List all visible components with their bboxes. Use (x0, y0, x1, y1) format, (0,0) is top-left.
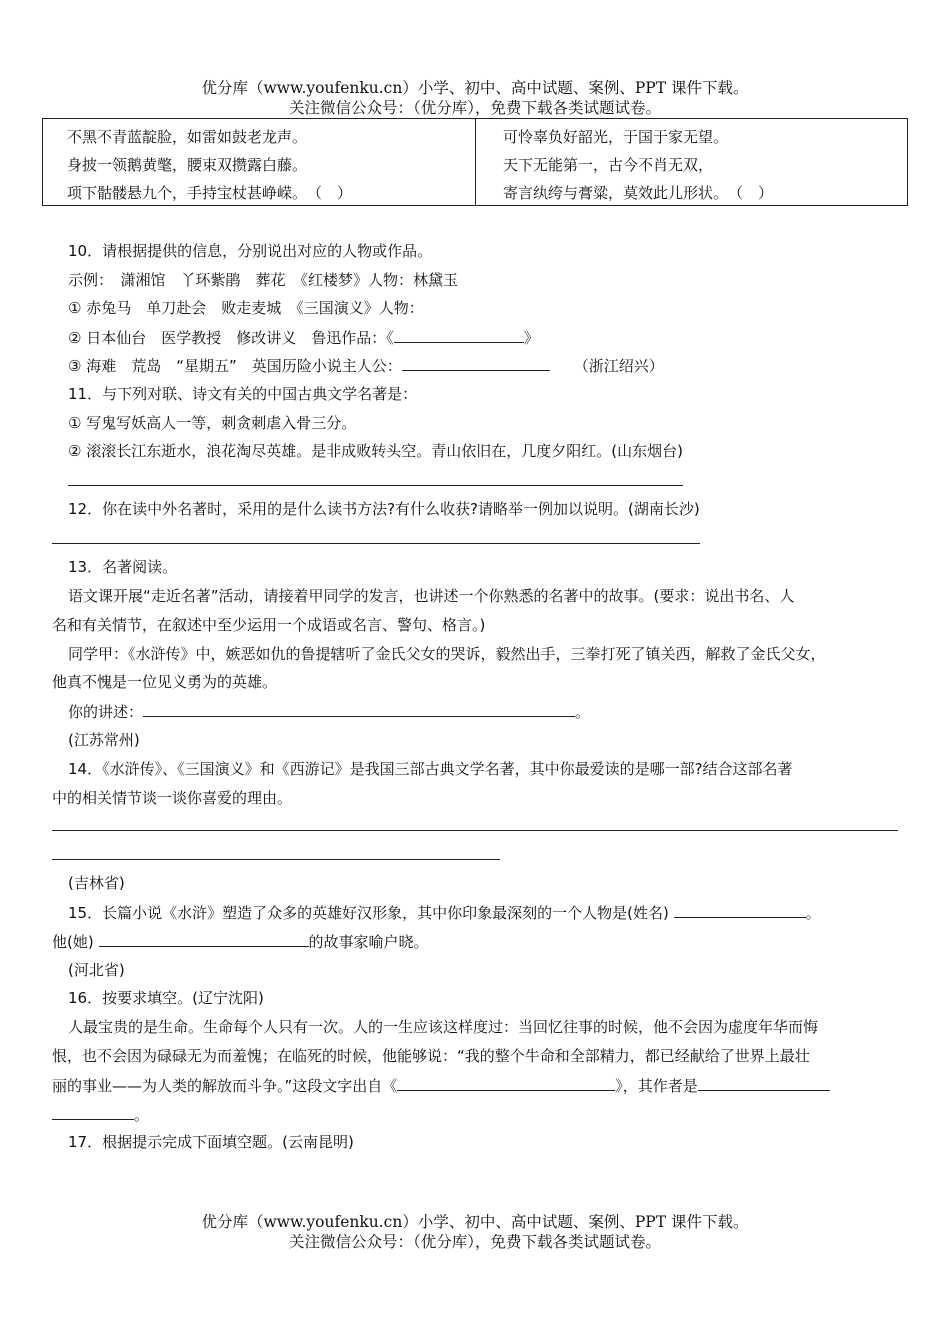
q15-line-2-end: 的故事家喻户晓。 (308, 933, 429, 951)
q16-para-1: 人最宝贵的是生命。生命每个人只有一次。人的一生应该这样度过：当回忆往事的时候，他不会因为虚度年华而悔 (68, 1018, 819, 1036)
q15-line-1-end: 。 (805, 904, 821, 922)
q12-title: 12．你在读中外名著时，采用的是什么读书方法?有什么收获?请略举一例加以说明。(湖南长沙) (68, 500, 700, 518)
page-footer (0, 1212, 950, 1252)
q13-para-2a: 同学甲：《水浒传》中，嫉恶如仇的鲁提辖听了金氏父女的哭诉，毅然出手，三拳打死了镇关西，解救了金氏父女， (68, 645, 826, 663)
q14-line-1: 14．《水浒传》、《三国演义》和《西游记》是我国三部古典文学名著，其中你最爱读的是哪一部?结合这部名著 (68, 760, 793, 778)
q16-para-4 (52, 1104, 149, 1125)
q13-answer-blank[interactable] (143, 701, 575, 717)
right-line-2: 天下无能第一，古今不肖无双， (503, 156, 714, 174)
q13-title: 13．名著阅读。 (68, 558, 178, 576)
q14-line-2: 中的相关情节谈一谈你喜爱的理由。 (52, 789, 293, 807)
q10-item-3-text: ③ 海难 荒岛 “星期五” 英国历险小说主人公： (68, 357, 402, 375)
q16-para-3-mid: 》，其作者是 (615, 1077, 698, 1095)
q13-para-2b: 他真不愧是一位见义勇为的英雄。 (52, 673, 278, 691)
page-header (0, 78, 950, 118)
q10-item-2-text: ② 日本仙台 医学教授 修改讲义 鲁迅作品：《 (68, 329, 394, 347)
table-divider (475, 119, 476, 205)
q15-line-2 (52, 931, 429, 952)
q13-answer-label: 你的讲述： (68, 703, 144, 721)
q15-story-blank[interactable] (99, 931, 309, 947)
q10-item-3-blank[interactable] (402, 355, 550, 371)
left-line-3: 项下骷髅悬九个，手持宝杖甚峥嵘。 （ ） (67, 184, 353, 202)
right-line-1: 可怜辜负好韶光，于国于家无望。 (503, 128, 729, 146)
q10-item-2-close: 》 (523, 329, 539, 347)
q15-source: (河北省) (68, 961, 125, 979)
header-line-1: 优分库（www.youfenku.cn）小学、初中、高中试题、案例、PPT 课件下载。 (201, 79, 749, 97)
q11-title: 11．与下列对联、诗文有关的中国古典文学名著是： (68, 385, 418, 403)
q13-answer (68, 701, 590, 722)
q17-title: 17．根据提示完成下面填空题。(云南昆明) (68, 1133, 354, 1151)
q14-answer-line-2[interactable] (52, 859, 500, 860)
q13-para-1a: 语文课开展“走近名著”活动，请接着甲同学的发言，也讲述一个你熟悉的名著中的故事。(要求：说出书名、人 (68, 587, 795, 605)
q15-line-2-text: 他(她) (52, 933, 94, 951)
q13-para-1b: 名和有关情节，在叙述中至少运用一个成语或名言、警句、格言。) (52, 616, 486, 634)
q15-line-1-text: 15．长篇小说《水浒》塑造了众多的英雄好汉形象，其中你印象最深刻的一个人物是(姓名) (68, 904, 669, 922)
poem-table (42, 118, 908, 206)
q16-title: 16．按要求填空。(辽宁沈阳) (68, 989, 264, 1007)
q14-answer-line-1[interactable] (52, 830, 898, 831)
q12-answer-line[interactable] (52, 543, 700, 544)
q14-source: (吉林省) (68, 874, 125, 892)
footer-line-2: 关注微信公众号：（优分库），免费下载各类试题试卷。 (288, 1233, 661, 1251)
table-right-cell (503, 123, 773, 207)
q15-line-1 (68, 902, 821, 923)
q16-para-4-end: 。 (134, 1106, 150, 1124)
q16-book-blank[interactable] (397, 1075, 615, 1091)
header-line-2: 关注微信公众号：（优分库），免费下载各类试题试卷。 (288, 99, 661, 117)
left-line-1: 不黑不青蓝靛脸，如雷如鼓老龙声。 (67, 128, 308, 146)
q11-item-1: ① 写鬼写妖高人一等，刺贪刺虐入骨三分。 (68, 414, 357, 432)
q11-item-2: ② 滚滚长江东逝水，浪花淘尽英雄。是非成败转头空。青山依旧在，几度夕阳红。(山东烟台) (68, 442, 683, 460)
q16-para-3-text: 丽的事业——为人类的解放而斗争。”这段文字出自《 (52, 1077, 398, 1095)
q10-item-2 (68, 327, 539, 348)
q10-item-1: ① 赤兔马 单刀赴会 败走麦城 《三国演义》人物： (68, 299, 424, 317)
table-left-cell (67, 123, 352, 207)
q15-name-blank[interactable] (674, 902, 806, 918)
left-line-2: 身披一领鹅黄氅，腰束双攒露白藤。 (67, 156, 308, 174)
q16-author-blank-1[interactable] (698, 1075, 830, 1091)
q10-title: 10．请根据提供的信息，分别说出对应的人物或作品。 (68, 242, 433, 260)
q16-author-blank-2[interactable] (52, 1104, 134, 1120)
q13-source: (江苏常州) (68, 731, 140, 749)
q16-para-3 (52, 1075, 830, 1096)
q10-example: 示例： 潇湘馆 丫环紫鹃 葬花 《红楼梦》人物：林黛玉 (68, 271, 459, 289)
q16-para-2: 恨，也不会因为碌碌无为而羞愧；在临死的时候，他能够说：“我的整个牛命和全部精力，都已经献给了世界上最壮 (52, 1047, 810, 1065)
q13-answer-end: 。 (575, 703, 591, 721)
q10-source: （浙江绍兴） (573, 357, 664, 375)
footer-line-1: 优分库（www.youfenku.cn）小学、初中、高中试题、案例、PPT 课件下载。 (201, 1213, 749, 1231)
q11-answer-line[interactable] (68, 485, 683, 486)
q10-item-3 (68, 355, 664, 376)
right-line-3: 寄言纨绔与膏粱，莫效此儿形状。 （ ） (503, 184, 774, 202)
q10-item-2-blank[interactable] (394, 327, 524, 343)
